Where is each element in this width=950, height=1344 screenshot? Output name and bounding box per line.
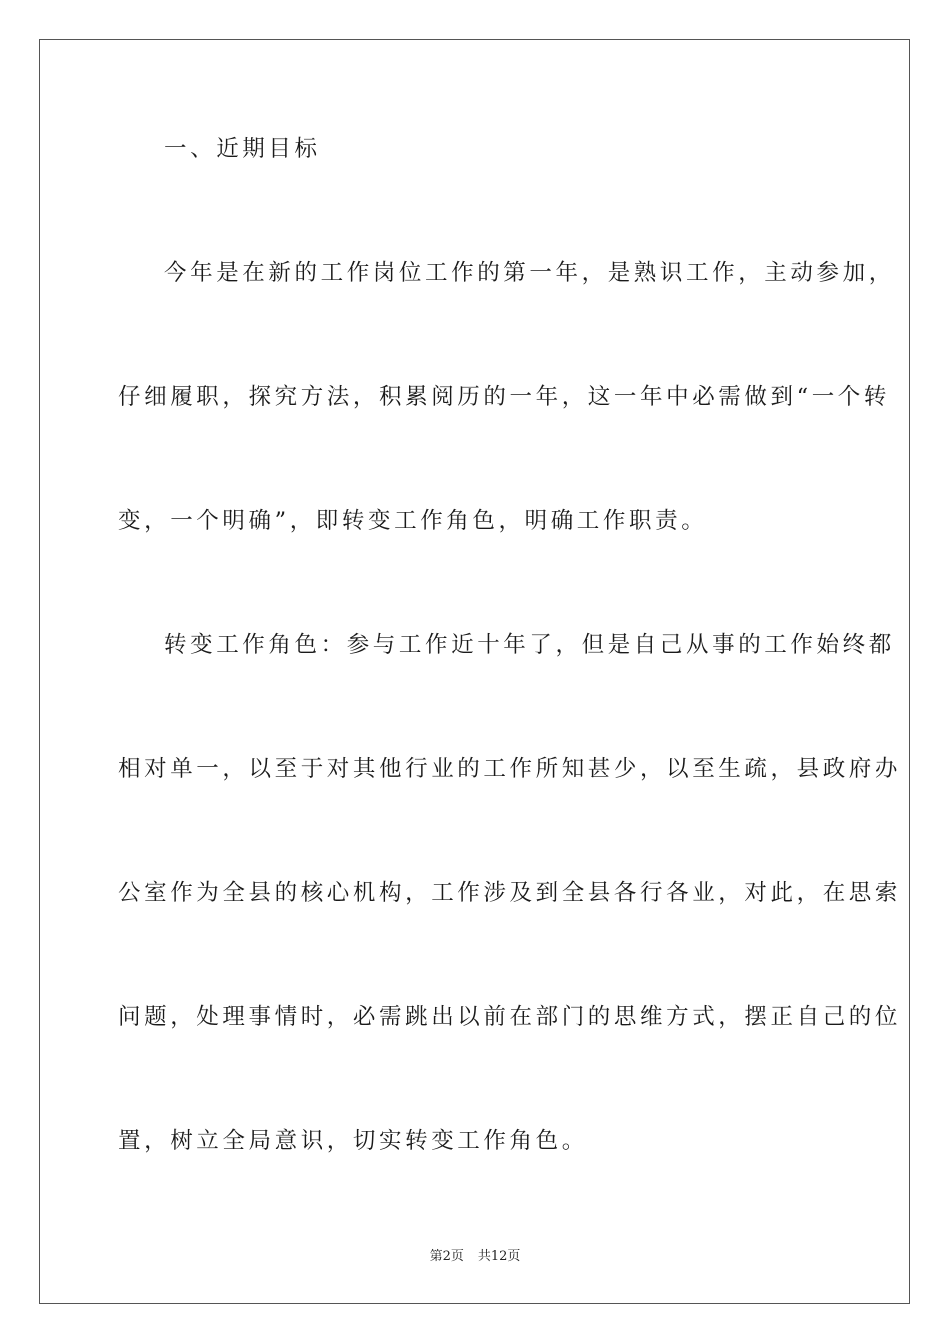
paragraph-2-line-1: 转变工作角色：参与工作近十年了，但是自己从事的工作始终都 bbox=[164, 632, 895, 658]
paragraph-2-line-3: 公室作为全县的核心机构，工作涉及到全县各行各业，对此，在思索 bbox=[118, 880, 902, 906]
page-border bbox=[39, 39, 910, 1304]
section-heading: 一、近期目标 bbox=[164, 136, 321, 162]
page-total: 共12页 bbox=[477, 1249, 521, 1264]
page-number: 第2页 bbox=[429, 1249, 464, 1264]
paragraph-2-line-5: 置，树立全局意识，切实转变工作角色。 bbox=[118, 1128, 588, 1154]
page-footer bbox=[0, 1248, 950, 1266]
paragraph-2-line-4: 问题，处理事情时，必需跳出以前在部门的思维方式，摆正自己的位 bbox=[118, 1004, 902, 1030]
paragraph-1-line-2: 仔细履职，探究方法，积累阅历的一年，这一年中必需做到“一个转 bbox=[118, 384, 891, 410]
paragraph-1-line-1: 今年是在新的工作岗位工作的第一年，是熟识工作，主动参加， bbox=[164, 260, 895, 286]
paragraph-2-line-2: 相对单一，以至于对其他行业的工作所知甚少，以至生疏，县政府办 bbox=[118, 756, 902, 782]
paragraph-1-line-3: 变，一个明确”，即转变工作角色，明确工作职责。 bbox=[118, 508, 708, 534]
